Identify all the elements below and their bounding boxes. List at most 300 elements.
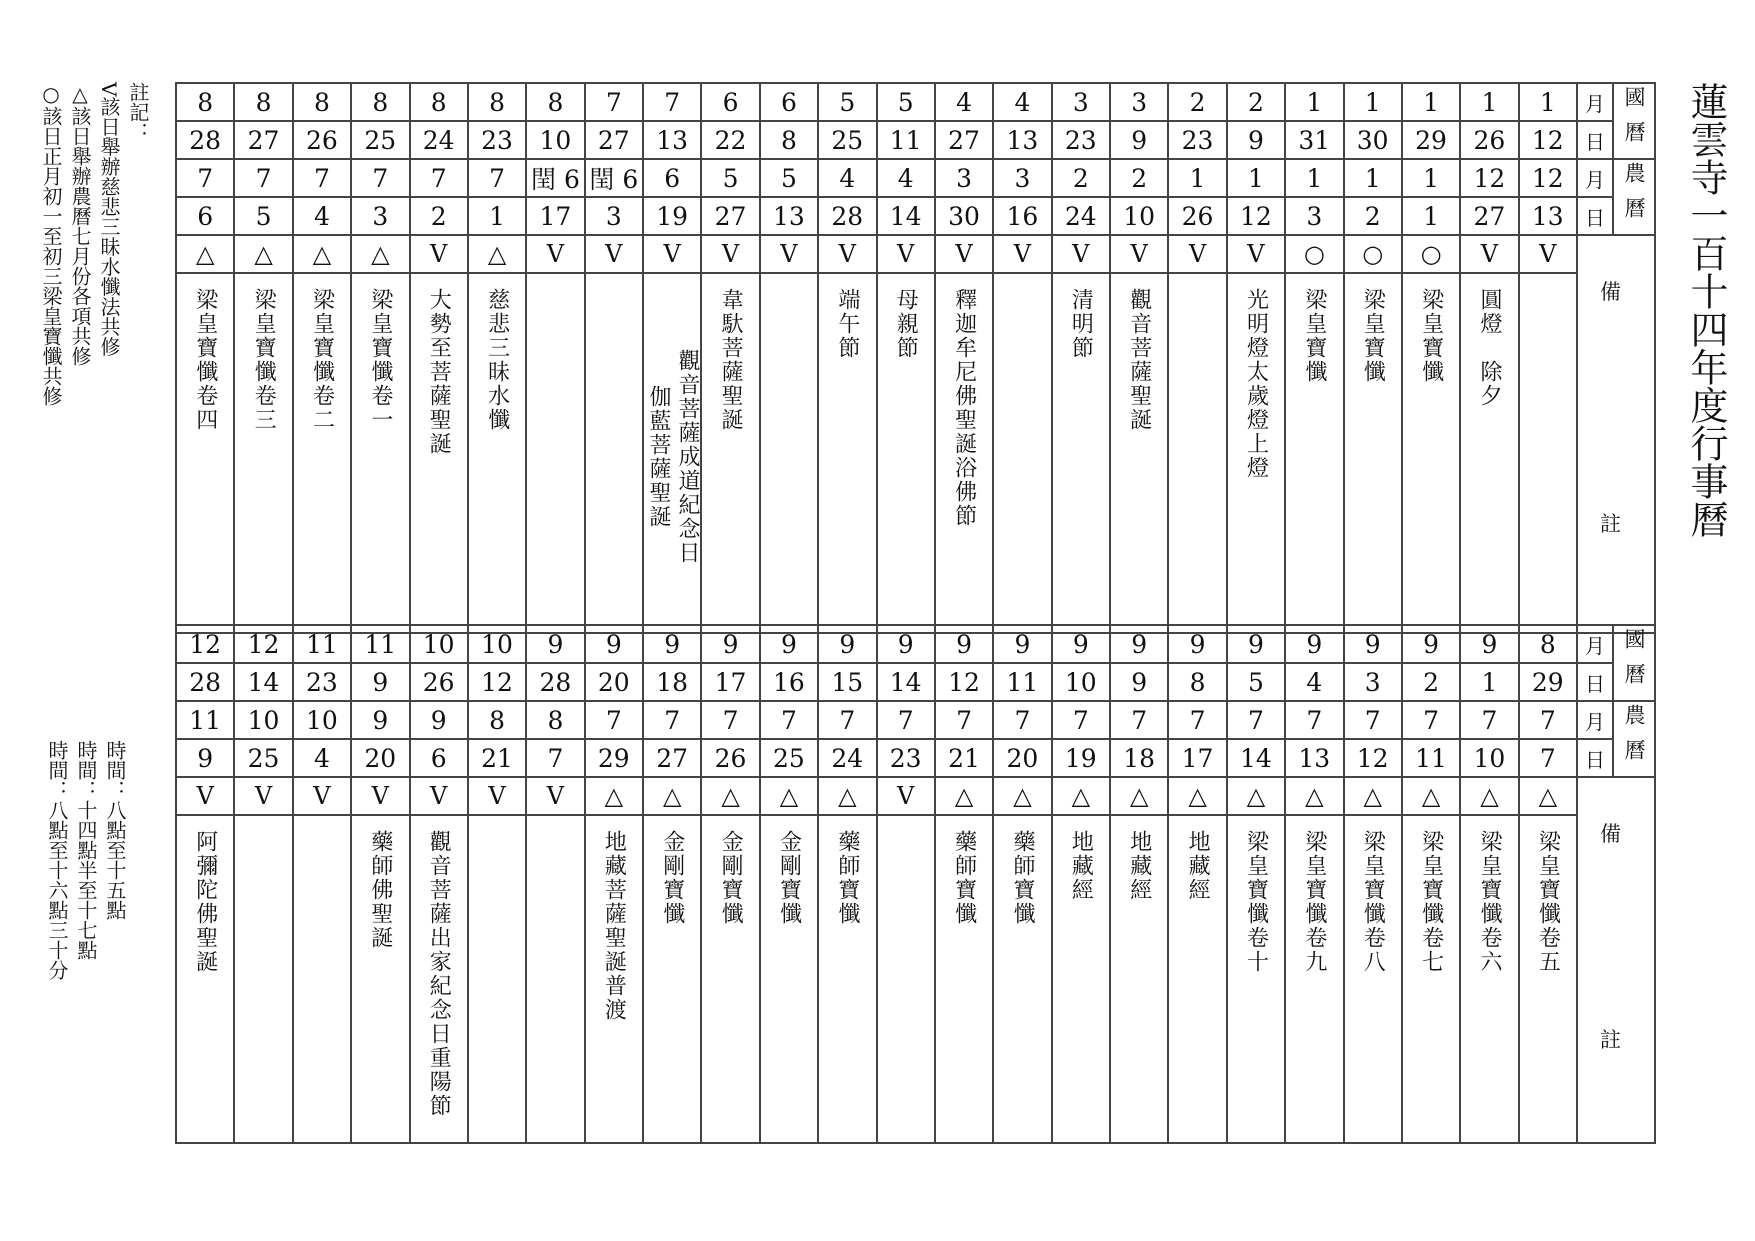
row-gregorian-month [176, 625, 1655, 663]
lunar-month: 7 [176, 159, 234, 197]
gregorian-day: 12 [468, 663, 526, 701]
gregorian-day: 9 [1110, 121, 1168, 159]
gregorian-day: 8 [1168, 663, 1226, 701]
gregorian-month: 9 [1402, 625, 1460, 663]
lunar-month: 1 [1402, 159, 1460, 197]
gregorian-month: 5 [818, 83, 876, 121]
lunar-month: 7 [585, 701, 643, 739]
event-text: 梁皇寶懺卷六 [1476, 830, 1502, 974]
label-gregorian [1613, 83, 1655, 159]
calendar-top [175, 82, 1656, 634]
gregorian-month: 9 [1110, 625, 1168, 663]
lunar-day: 1 [468, 197, 526, 235]
gregorian-month: 8 [1519, 625, 1577, 663]
lunar-month: 7 [818, 701, 876, 739]
gregorian-month: 3 [1052, 83, 1110, 121]
lunar-day: 9 [176, 739, 234, 777]
gregorian-day: 25 [351, 121, 409, 159]
remarks-top: 備 [1600, 280, 1621, 304]
lunar-month: 10 [234, 701, 292, 739]
gregorian-month: 9 [526, 625, 584, 663]
event-mark: V [877, 235, 935, 273]
event-mark: V [351, 777, 409, 815]
event-mark: △ [234, 235, 292, 273]
lunar-day: 5 [234, 197, 292, 235]
label-lunar [1613, 701, 1655, 777]
gregorian-month: 8 [468, 83, 526, 121]
event-mark: V [585, 235, 643, 273]
gregorian-day: 11 [877, 121, 935, 159]
gregorian-month: 7 [643, 83, 701, 121]
lunar-day: 18 [1110, 739, 1168, 777]
event-mark: V [701, 235, 759, 273]
event-mark: △ [1227, 777, 1285, 815]
gregorian-day: 22 [701, 121, 759, 159]
lunar-day: 4 [293, 739, 351, 777]
lunar-month: 9 [410, 701, 468, 739]
lunar-month: 2 [1110, 159, 1168, 197]
event-text: 端午節 [834, 288, 860, 360]
event-cell [176, 815, 234, 1143]
lunar-month: 7 [1344, 701, 1402, 739]
event-mark: △ [585, 777, 643, 815]
lunar-month: 7 [351, 159, 409, 197]
event-cell [234, 273, 292, 633]
event-text: 梁皇寶懺卷三 [251, 288, 277, 432]
event-cell [877, 273, 935, 633]
lunar-month: 4 [877, 159, 935, 197]
lunar-day: 26 [1168, 197, 1226, 235]
lunar-month: 7 [643, 701, 701, 739]
event-text: 地藏菩薩聖誕 [601, 830, 627, 974]
gregorian-month: 1 [1402, 83, 1460, 121]
event-mark: V [760, 235, 818, 273]
lunar-month: 7 [234, 159, 292, 197]
event-cell [1052, 815, 1110, 1143]
gregorian-month: 9 [818, 625, 876, 663]
event-cell [1519, 815, 1577, 1143]
row-events [176, 273, 1655, 633]
lunar-month: 7 [877, 701, 935, 739]
lunar-month: 1 [1285, 159, 1343, 197]
event-cell [1344, 815, 1402, 1143]
event-text: 梁皇寶懺卷一 [367, 288, 393, 432]
row-lunar-month [176, 701, 1655, 739]
circle-icon: ○ [39, 82, 63, 106]
lunar-month: 5 [760, 159, 818, 197]
event-text: 金剛寶懺 [659, 830, 685, 926]
gregorian-day: 9 [351, 663, 409, 701]
event-cell [993, 273, 1051, 633]
gregorian-day: 1 [1460, 663, 1518, 701]
event-mark: V [526, 235, 584, 273]
gregorian-day: 26 [410, 663, 468, 701]
event-mark: V [1460, 235, 1518, 273]
gregorian-month: 9 [1285, 625, 1343, 663]
lunar-month: 閏 6 [585, 159, 643, 197]
event-text: 梁皇寶懺 [1360, 288, 1386, 384]
lunar-month: 8 [468, 701, 526, 739]
event-text: 母親節 [893, 288, 919, 360]
event-text: 慈悲三昧水懺 [484, 288, 510, 432]
event-cell [1285, 815, 1343, 1143]
event-text: 梁皇寶懺卷五 [1535, 830, 1561, 974]
gregorian-day: 24 [410, 121, 468, 159]
event-text: 藥師寶懺 [951, 830, 977, 926]
check-icon: V [97, 82, 121, 97]
gregorian-month: 8 [234, 83, 292, 121]
time-triangle: 時間：十四點半至十七點 [74, 740, 98, 960]
lunar-month: 8 [526, 701, 584, 739]
event-mark: V [293, 777, 351, 815]
event-text: 藥師佛聖誕 [367, 830, 393, 950]
gregorian-month: 9 [1168, 625, 1226, 663]
gregorian-month: 6 [701, 83, 759, 121]
gregorian-month: 8 [293, 83, 351, 121]
row-gregorian-day [176, 121, 1655, 159]
lunar-month: 7 [1168, 701, 1226, 739]
gregorian-day: 5 [1227, 663, 1285, 701]
event-text: 梁皇寶懺卷九 [1301, 830, 1327, 974]
gregorian-month: 9 [1344, 625, 1402, 663]
gregorian-month: 9 [877, 625, 935, 663]
gregorian-month: 9 [643, 625, 701, 663]
event-text: 重陽節 [426, 1046, 452, 1118]
event-cell [585, 815, 643, 1143]
event-cell [351, 273, 409, 633]
row-lunar-day [176, 197, 1655, 235]
gregorian-day: 23 [1052, 121, 1110, 159]
event-mark: V [1052, 235, 1110, 273]
remarks-label [1577, 235, 1655, 633]
gregorian-month: 5 [877, 83, 935, 121]
event-mark: △ [468, 235, 526, 273]
gregorian-day: 13 [993, 121, 1051, 159]
gregorian-day: 31 [1285, 121, 1343, 159]
lunar-month: 7 [468, 159, 526, 197]
event-cell [1402, 815, 1460, 1143]
lunar-day: 1 [1402, 197, 1460, 235]
triangle-icon: △ [68, 82, 92, 106]
gregorian-month: 10 [468, 625, 526, 663]
gregorian-day: 18 [643, 663, 701, 701]
lunar-day: 17 [1168, 739, 1226, 777]
gregorian-day: 16 [760, 663, 818, 701]
gregorian-month: 9 [1052, 625, 1110, 663]
event-cell [1285, 273, 1343, 633]
gregorian-day: 26 [1460, 121, 1518, 159]
label-month: 月 [1577, 701, 1613, 739]
label-text: 農曆 [1622, 162, 1646, 232]
event-mark: V [468, 777, 526, 815]
lunar-day: 14 [1227, 739, 1285, 777]
event-cell [410, 273, 468, 633]
gregorian-day: 30 [1344, 121, 1402, 159]
legend-item-circle: ○該日正月初一至初三梁皇寶懺共修 [39, 82, 63, 406]
gregorian-day: 25 [818, 121, 876, 159]
event-mark: △ [1460, 777, 1518, 815]
lunar-day: 10 [1460, 739, 1518, 777]
event-cell [701, 273, 759, 633]
lunar-day: 6 [410, 739, 468, 777]
row-lunar-day [176, 739, 1655, 777]
lunar-month: 9 [351, 701, 409, 739]
lunar-day: 30 [935, 197, 993, 235]
gregorian-day: 13 [643, 121, 701, 159]
gregorian-month: 4 [993, 83, 1051, 121]
gregorian-day: 2 [1402, 663, 1460, 701]
event-text: 梁皇寶懺 [1418, 288, 1444, 384]
lunar-month: 7 [760, 701, 818, 739]
gregorian-month: 1 [1344, 83, 1402, 121]
event-mark: V [234, 777, 292, 815]
gregorian-day: 26 [293, 121, 351, 159]
event-cell [1460, 273, 1518, 633]
remarks-label [1577, 777, 1655, 1143]
event-text: 梁皇寶懺卷四 [192, 288, 218, 432]
gregorian-day: 27 [234, 121, 292, 159]
gregorian-month: 9 [701, 625, 759, 663]
lunar-month: 4 [818, 159, 876, 197]
lunar-day: 16 [993, 197, 1051, 235]
gregorian-day: 23 [1168, 121, 1226, 159]
event-cell [468, 273, 526, 633]
page-title: 蓮雲寺一百十四年度行事曆 [1684, 82, 1728, 538]
row-gregorian-day [176, 663, 1655, 701]
event-mark: ○ [1402, 235, 1460, 273]
event-text: 梁皇寶懺卷七 [1418, 830, 1444, 974]
event-mark: V [1110, 235, 1168, 273]
event-text: 地藏經 [1185, 830, 1211, 902]
event-cell [1052, 273, 1110, 633]
event-mark: V [643, 235, 701, 273]
gregorian-month: 1 [1460, 83, 1518, 121]
lunar-day: 7 [526, 739, 584, 777]
lunar-day: 20 [351, 739, 409, 777]
calendar-bottom [175, 624, 1656, 1144]
gregorian-month: 3 [1110, 83, 1168, 121]
gregorian-day: 11 [993, 663, 1051, 701]
gregorian-month: 9 [585, 625, 643, 663]
event-cell [818, 815, 876, 1143]
event-mark: ○ [1285, 235, 1343, 273]
event-cell [993, 815, 1051, 1143]
lunar-day: 25 [234, 739, 292, 777]
calendar-table [175, 624, 1656, 1144]
gregorian-day: 28 [176, 663, 234, 701]
event-mark: △ [1344, 777, 1402, 815]
event-cell [1227, 815, 1285, 1143]
lunar-day: 10 [1110, 197, 1168, 235]
gregorian-month: 10 [410, 625, 468, 663]
lunar-day: 3 [351, 197, 409, 235]
event-cell [1168, 273, 1226, 633]
calendar-table [175, 82, 1656, 634]
event-cell [1460, 815, 1518, 1143]
lunar-day: 23 [877, 739, 935, 777]
event-cell [410, 815, 468, 1143]
event-text: 觀音菩薩成道紀念日 [675, 349, 700, 565]
event-text: 觀音菩薩聖誕 [1126, 288, 1152, 432]
event-cell [293, 815, 351, 1143]
event-text: 地藏經 [1068, 830, 1094, 902]
event-cell [585, 273, 643, 633]
event-cell [701, 815, 759, 1143]
row-event-mark [176, 235, 1655, 273]
event-mark: △ [993, 777, 1051, 815]
label-month: 月 [1577, 159, 1613, 197]
event-cell [818, 273, 876, 633]
lunar-month: 2 [1052, 159, 1110, 197]
row-events [176, 815, 1655, 1143]
gregorian-day: 29 [1402, 121, 1460, 159]
lunar-day: 13 [760, 197, 818, 235]
event-mark: △ [701, 777, 759, 815]
time-v: 時間：八點至十五點 [103, 740, 127, 920]
event-cell [1519, 273, 1577, 633]
event-text: 地藏經 [1126, 830, 1152, 902]
gregorian-day: 23 [468, 121, 526, 159]
event-cell [643, 273, 701, 633]
event-mark: △ [935, 777, 993, 815]
label-text: 國曆 [1622, 86, 1646, 156]
event-text: 梁皇寶懺卷二 [309, 288, 335, 432]
event-cell [176, 273, 234, 633]
label-text: 農曆 [1622, 704, 1646, 774]
lunar-month: 閏 6 [526, 159, 584, 197]
label-lunar [1613, 159, 1655, 235]
event-mark: V [1519, 235, 1577, 273]
event-cell [760, 273, 818, 633]
lunar-month: 7 [1460, 701, 1518, 739]
gregorian-day: 12 [1519, 121, 1577, 159]
event-cell [760, 815, 818, 1143]
lunar-day: 3 [585, 197, 643, 235]
gregorian-month: 2 [1168, 83, 1226, 121]
lunar-day: 21 [468, 739, 526, 777]
gregorian-day: 29 [1519, 663, 1577, 701]
event-mark: △ [1110, 777, 1168, 815]
gregorian-month: 7 [585, 83, 643, 121]
event-mark: V [993, 235, 1051, 273]
label-day: 日 [1577, 197, 1613, 235]
gregorian-month: 11 [293, 625, 351, 663]
gregorian-month: 9 [1460, 625, 1518, 663]
lunar-month: 7 [1227, 701, 1285, 739]
gregorian-day: 20 [585, 663, 643, 701]
legend-item-v: V該日舉辦慈悲三昧水懺法共修 [97, 82, 121, 357]
gregorian-month: 9 [760, 625, 818, 663]
gregorian-month: 8 [526, 83, 584, 121]
event-mark: V [410, 235, 468, 273]
gregorian-month: 1 [1519, 83, 1577, 121]
gregorian-day: 27 [585, 121, 643, 159]
event-mark: △ [1168, 777, 1226, 815]
event-mark: △ [176, 235, 234, 273]
gregorian-day: 17 [701, 663, 759, 701]
event-cell [935, 815, 993, 1143]
event-cell [526, 273, 584, 633]
lunar-day: 2 [410, 197, 468, 235]
event-text: 金剛寶懺 [718, 830, 744, 926]
times [42, 740, 129, 1120]
gregorian-day: 23 [293, 663, 351, 701]
lunar-day: 19 [643, 197, 701, 235]
event-mark: V [1168, 235, 1226, 273]
lunar-month: 3 [993, 159, 1051, 197]
remarks-top: 備 [1600, 822, 1621, 846]
gregorian-day: 4 [1285, 663, 1343, 701]
gregorian-month: 4 [935, 83, 993, 121]
lunar-month: 10 [293, 701, 351, 739]
lunar-month: 7 [701, 701, 759, 739]
event-mark: V [176, 777, 234, 815]
event-cell [1227, 273, 1285, 633]
event-mark: △ [1402, 777, 1460, 815]
lunar-day: 3 [1285, 197, 1343, 235]
event-cell [1344, 273, 1402, 633]
event-text: 梁皇寶懺卷八 [1360, 830, 1386, 974]
gregorian-day: 14 [877, 663, 935, 701]
lunar-day: 27 [701, 197, 759, 235]
lunar-day: 2 [1344, 197, 1402, 235]
lunar-month: 7 [935, 701, 993, 739]
gregorian-day: 15 [818, 663, 876, 701]
lunar-day: 25 [760, 739, 818, 777]
event-cell [1168, 815, 1226, 1143]
event-mark: V [818, 235, 876, 273]
lunar-day: 13 [1285, 739, 1343, 777]
event-text: 釋迦牟尼佛聖誕浴佛節 [951, 288, 977, 528]
event-text: 光明燈太歲燈上燈 [1243, 288, 1269, 480]
row-event-mark [176, 777, 1655, 815]
lunar-day: 19 [1052, 739, 1110, 777]
gregorian-month: 11 [351, 625, 409, 663]
lunar-day: 20 [993, 739, 1051, 777]
lunar-month: 5 [701, 159, 759, 197]
event-mark: △ [293, 235, 351, 273]
event-mark: △ [1519, 777, 1577, 815]
gregorian-day: 8 [760, 121, 818, 159]
event-cell [1110, 273, 1168, 633]
event-mark: △ [818, 777, 876, 815]
lunar-day: 4 [293, 197, 351, 235]
event-text: 金剛寶懺 [776, 830, 802, 926]
lunar-day: 14 [877, 197, 935, 235]
lunar-day: 24 [1052, 197, 1110, 235]
lunar-day: 26 [701, 739, 759, 777]
gregorian-day: 27 [935, 121, 993, 159]
event-mark: △ [643, 777, 701, 815]
gregorian-day: 28 [526, 663, 584, 701]
label-month: 月 [1577, 625, 1613, 663]
lunar-day: 7 [1519, 739, 1577, 777]
gregorian-month: 9 [993, 625, 1051, 663]
event-text: 韋馱菩薩聖誕 [718, 288, 744, 432]
label-day: 日 [1577, 739, 1613, 777]
gregorian-month: 9 [935, 625, 993, 663]
gregorian-month: 1 [1285, 83, 1343, 121]
gregorian-day: 14 [234, 663, 292, 701]
gregorian-month: 8 [410, 83, 468, 121]
lunar-month: 12 [1460, 159, 1518, 197]
gregorian-month: 12 [234, 625, 292, 663]
event-mark: ○ [1344, 235, 1402, 273]
lunar-day: 28 [818, 197, 876, 235]
label-month: 月 [1577, 83, 1613, 121]
lunar-day: 24 [818, 739, 876, 777]
event-text: 藥師寶懺 [834, 830, 860, 926]
